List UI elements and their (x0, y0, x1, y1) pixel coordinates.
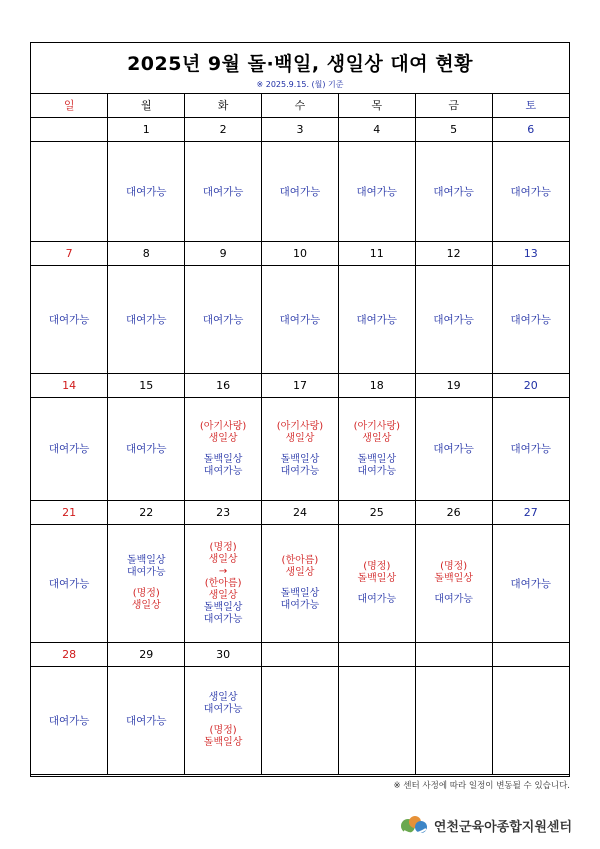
day-number: 9 (185, 242, 262, 266)
day-number (262, 643, 339, 667)
availability-text: 대여가능 (433, 185, 474, 198)
availability-text: 돌백일상 (280, 588, 320, 599)
reservation-text: 돌백일상 (203, 737, 243, 748)
day-number: 12 (415, 242, 492, 266)
availability-text: 대여가능 (48, 577, 90, 590)
reservation-text: 생일상 (208, 589, 238, 601)
day-cell (31, 266, 108, 374)
availability-text: 대여가능 (356, 185, 398, 198)
day-number: 5 (415, 118, 492, 142)
day-cell (185, 142, 262, 242)
reservation-text: 생일상 (208, 553, 238, 565)
availability-text: 대여가능 (510, 185, 552, 198)
spacer (416, 585, 492, 594)
day-cell (415, 525, 492, 643)
day-number (31, 118, 108, 142)
calendar-sheet (30, 42, 570, 777)
availability-text: 대여가능 (280, 465, 320, 477)
day-cell (31, 142, 108, 242)
day-number: 3 (262, 118, 339, 142)
day-number: 24 (262, 501, 339, 525)
day-cell (492, 398, 569, 501)
reservation-text: (명정) (209, 541, 237, 553)
weekday-header: 수 (262, 93, 339, 118)
availability-text: 대여가능 (357, 594, 397, 605)
spacer (339, 445, 415, 454)
reservation-text: 생일상 (208, 432, 238, 444)
availability-text: 대여가능 (279, 313, 321, 326)
footnote: ※ 센터 사정에 따라 일정이 변동될 수 있습니다. (393, 781, 570, 791)
day-number: 19 (415, 374, 492, 398)
day-number: 18 (338, 374, 415, 398)
day-number: 1 (108, 118, 185, 142)
day-number: 28 (31, 643, 108, 667)
availability-text: 대여가능 (433, 313, 474, 326)
spacer (185, 716, 261, 725)
day-cell (338, 667, 415, 775)
reservation-text: 돌백일상 (434, 573, 473, 584)
day-cell (338, 142, 415, 242)
availability-text: 대여가능 (202, 313, 244, 326)
day-cell (262, 398, 339, 501)
day-cell (185, 266, 262, 374)
day-number: 4 (338, 118, 415, 142)
spacer (339, 585, 415, 594)
day-cell (108, 266, 185, 374)
reservation-text: 생일상 (285, 567, 315, 578)
reservation-text: (아기사랑) (276, 420, 324, 432)
day-number: 23 (185, 501, 262, 525)
day-number: 17 (262, 374, 339, 398)
weekday-header: 금 (415, 93, 492, 118)
day-cell (108, 142, 185, 242)
availability-text: 돌백일상 (203, 453, 243, 465)
availability-text: 돌백일상 (280, 453, 320, 465)
weekday-header: 일 (31, 93, 108, 118)
org-logo-icon (400, 813, 430, 837)
day-cell (338, 525, 415, 643)
day-cell (262, 525, 339, 643)
day-cell (338, 398, 415, 501)
availability-text: 대여가능 (203, 613, 243, 625)
day-number: 14 (31, 374, 108, 398)
day-cell (31, 398, 108, 501)
reservation-text: (명정) (209, 725, 237, 736)
reservation-text: (아기사랑) (199, 420, 247, 432)
availability-text: 돌백일상 (126, 555, 166, 566)
day-number: 25 (338, 501, 415, 525)
day-number: 15 (108, 374, 185, 398)
page-title: 2025년 9월 돌·백일, 생일상 대여 현황 (127, 53, 473, 75)
day-number (338, 643, 415, 667)
availability-text: 대여가능 (48, 443, 90, 455)
reservation-text: (명정) (440, 561, 468, 572)
availability-text: 대여가능 (48, 714, 90, 727)
weekday-header: 토 (492, 93, 569, 118)
reservation-text: (한아름) (204, 577, 242, 589)
spacer (108, 579, 184, 588)
reference-date: ※ 2025.9.15. (월) 기준 (256, 80, 344, 89)
availability-text: 돌백일상 (203, 601, 243, 613)
day-cell (31, 667, 108, 775)
title-box (31, 43, 569, 94)
day-number: 11 (338, 242, 415, 266)
reservation-text: (한아름) (281, 555, 319, 566)
weekday-header: 화 (185, 93, 262, 118)
day-cell (492, 667, 569, 775)
day-cell (492, 525, 569, 643)
day-number: 7 (31, 242, 108, 266)
reservation-text: 생일상 (362, 432, 392, 444)
availability-text: 대여가능 (125, 714, 167, 727)
reservation-text: 생일상 (285, 432, 315, 444)
weekday-header: 목 (338, 93, 415, 118)
availability-text: 대여가능 (280, 600, 320, 611)
day-number (415, 643, 492, 667)
reservation-text: → (218, 565, 228, 577)
day-cell (108, 525, 185, 643)
availability-text: 대여가능 (433, 443, 474, 455)
availability-text: 대여가능 (125, 443, 167, 455)
day-cell (108, 398, 185, 501)
calendar-table (31, 93, 569, 775)
reservation-text: (아기사랑) (353, 420, 401, 432)
spacer (262, 579, 338, 588)
spacer (262, 445, 338, 454)
availability-text: 대여가능 (356, 313, 398, 326)
day-cell (415, 667, 492, 775)
org-name: 연천군육아종합지원센터 (433, 819, 572, 835)
day-number: 20 (492, 374, 569, 398)
weekday-header: 월 (108, 93, 185, 118)
day-number: 26 (415, 501, 492, 525)
availability-text: 대여가능 (202, 185, 244, 198)
availability-text: 대여가능 (125, 313, 167, 326)
availability-text: 대여가능 (126, 567, 166, 578)
day-number (492, 643, 569, 667)
reservation-text: 생일상 (131, 600, 161, 611)
day-cell (262, 266, 339, 374)
day-number: 16 (185, 374, 262, 398)
day-number: 29 (108, 643, 185, 667)
reservation-text: (명정) (132, 588, 160, 599)
availability-text: 대여가능 (279, 185, 321, 198)
day-number: 6 (492, 118, 569, 142)
day-number: 8 (108, 242, 185, 266)
day-cell (492, 142, 569, 242)
availability-text: 대여가능 (48, 313, 90, 326)
reservation-text: (명정) (363, 561, 391, 572)
day-cell (262, 142, 339, 242)
day-number: 2 (185, 118, 262, 142)
day-cell (492, 266, 569, 374)
day-number: 22 (108, 501, 185, 525)
day-number: 30 (185, 643, 262, 667)
availability-text: 돌백일상 (357, 453, 397, 465)
day-cell (415, 398, 492, 501)
reservation-text: 돌백일상 (357, 573, 397, 584)
availability-text: 대여가능 (510, 577, 552, 590)
availability-text: 대여가능 (510, 313, 552, 326)
day-cell (415, 142, 492, 242)
day-cell (338, 266, 415, 374)
day-cell (262, 667, 339, 775)
day-cell (31, 525, 108, 643)
availability-text: 대여가능 (125, 185, 167, 198)
availability-text: 대여가능 (357, 465, 397, 477)
availability-text: 대여가능 (203, 465, 243, 477)
day-cell (415, 266, 492, 374)
availability-text: 생일상 (208, 692, 238, 703)
spacer (185, 445, 261, 454)
day-cell (185, 398, 262, 501)
availability-text: 대여가능 (203, 704, 243, 715)
org-logo (400, 812, 572, 838)
day-cell (185, 525, 262, 643)
day-cell (185, 667, 262, 775)
day-number: 13 (492, 242, 569, 266)
availability-text: 대여가능 (434, 594, 473, 605)
day-number: 27 (492, 501, 569, 525)
day-number: 10 (262, 242, 339, 266)
day-number: 21 (31, 501, 108, 525)
availability-text: 대여가능 (510, 443, 552, 455)
day-cell (108, 667, 185, 775)
